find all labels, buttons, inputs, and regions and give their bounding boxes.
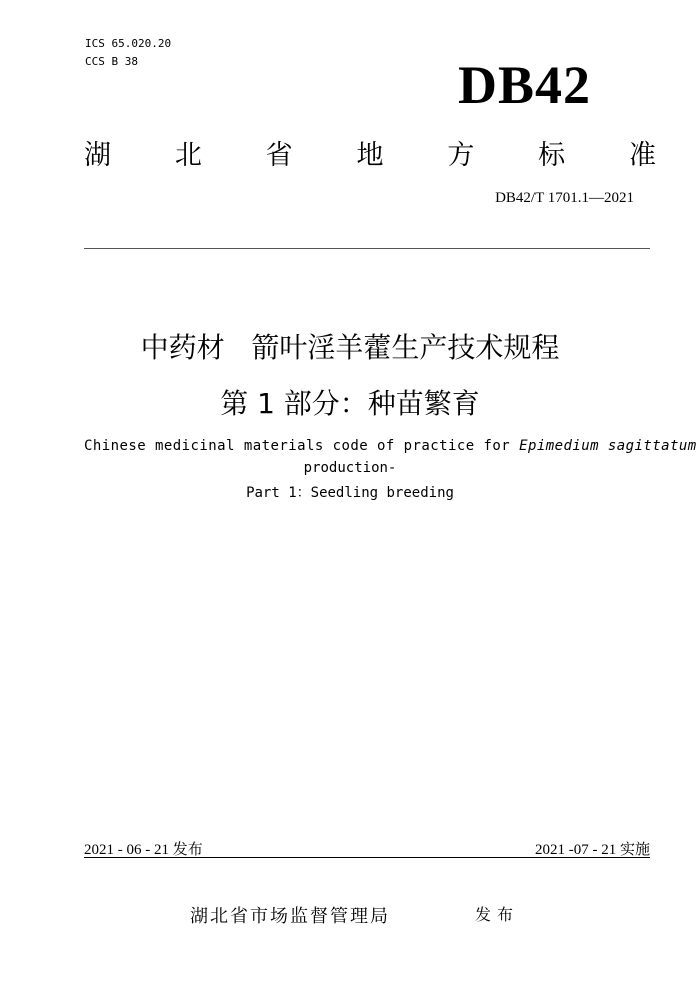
issue-date: 2021 - 06 - 21 发布	[84, 842, 203, 858]
ccs-code: CCS B 38	[85, 55, 138, 68]
part-title-chinese: 第 1 部分：种苗繁育	[220, 387, 480, 420]
title-english-line-2: production-	[303, 460, 397, 476]
standard-type-heading	[84, 138, 656, 174]
publish-label: 发布	[475, 905, 520, 924]
title-english-line-1	[84, 438, 697, 454]
standard-type-char: 省	[265, 140, 293, 171]
standard-type-char: 标	[538, 140, 566, 171]
ics-code: ICS 65.020.20	[85, 37, 172, 50]
standard-number: DB42/T 1701.1—2021	[495, 190, 634, 206]
implementation-date: 2021 -07 - 21 实施	[535, 842, 650, 858]
bottom-divider	[84, 857, 650, 858]
title-chinese: 中药材 箭叶淫羊藿生产技术规程	[140, 331, 560, 364]
standard-type-char: 准	[628, 140, 656, 171]
standard-type-char: 北	[174, 140, 202, 171]
standard-type-char: 湖	[84, 140, 111, 171]
top-divider	[84, 248, 650, 249]
title-english-line-3: Part 1：Seedling breeding	[246, 485, 454, 501]
standard-type-char: 方	[447, 140, 475, 171]
standard-type-char: 地	[356, 140, 384, 171]
issuing-authority: 湖北省市场监督管理局	[190, 906, 390, 927]
title-english-prefix: Chinese medicinal materials code of practice for	[84, 438, 520, 454]
title-english-species: Epimedium sagittatum	[519, 438, 697, 454]
db-logo: DB42	[458, 55, 592, 115]
